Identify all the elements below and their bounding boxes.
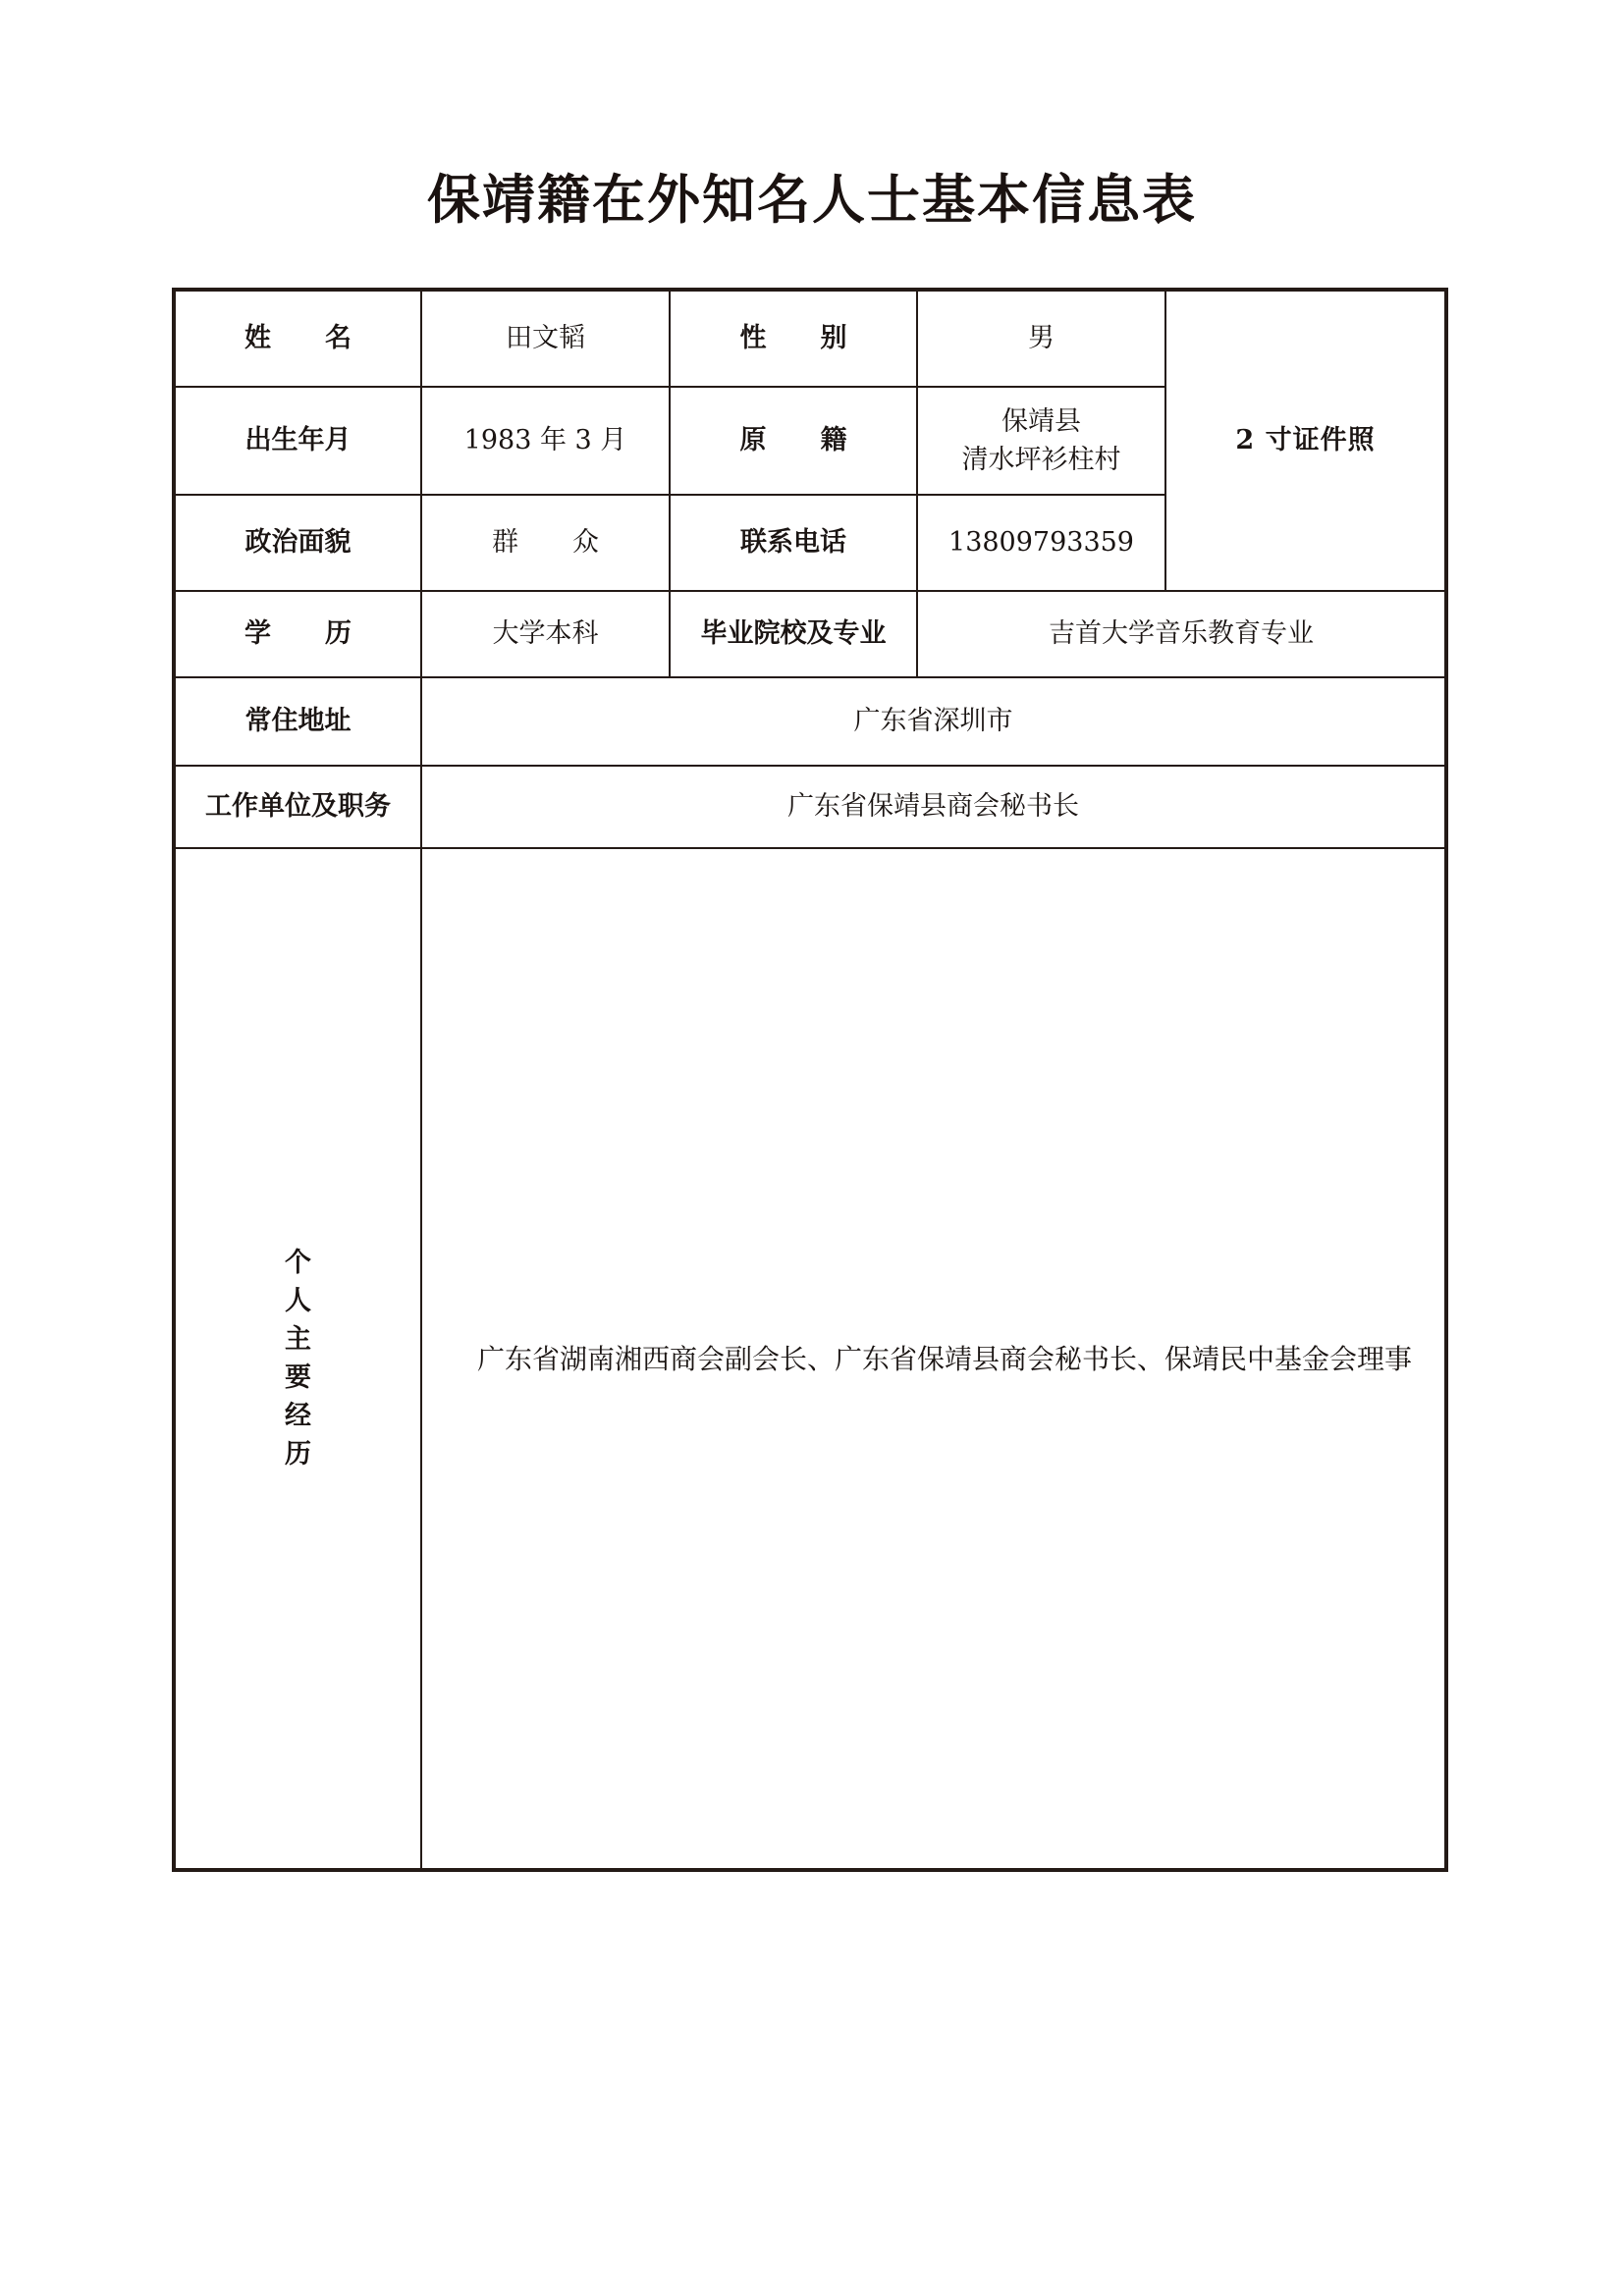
field-value-birth-date: 1983 年 3 月 xyxy=(421,387,670,495)
table-row xyxy=(174,848,1446,1870)
field-label-name: 姓 名 xyxy=(174,290,421,387)
field-value-employer-position: 广东省保靖县商会秘书长 xyxy=(421,766,1446,848)
photo-placeholder-cell: 2 寸证件照 xyxy=(1165,290,1446,591)
field-label-education: 学 历 xyxy=(174,591,421,677)
experience-label-char: 历 xyxy=(285,1439,311,1470)
page-title: 保靖籍在外知名人士基本信息表 xyxy=(427,168,1197,231)
field-value-residence: 广东省深圳市 xyxy=(421,677,1446,766)
field-label-phone: 联系电话 xyxy=(670,495,917,591)
experience-label-char: 要 xyxy=(285,1362,311,1393)
origin-line-2: 清水坪衫柱村 xyxy=(961,445,1121,475)
table-row xyxy=(174,591,1446,677)
field-value-political-status: 群 众 xyxy=(421,495,670,591)
field-value-name: 田文韬 xyxy=(421,290,670,387)
field-value-experience-cell xyxy=(421,848,1446,1870)
personal-info-table xyxy=(172,288,1448,1872)
experience-label-char: 经 xyxy=(285,1401,311,1432)
experience-label-char: 个 xyxy=(285,1247,311,1278)
field-label-school-major: 毕业院校及专业 xyxy=(670,591,917,677)
field-label-gender: 性 别 xyxy=(670,290,917,387)
field-label-political-status: 政治面貌 xyxy=(174,495,421,591)
table-row xyxy=(174,766,1446,848)
field-label-experience xyxy=(174,848,421,1870)
experience-label-char: 人 xyxy=(285,1285,311,1316)
table-row xyxy=(174,677,1446,766)
field-value-origin xyxy=(917,387,1165,495)
table-row xyxy=(174,290,1446,387)
origin-line-1: 保靖县 xyxy=(1001,405,1081,437)
field-value-phone: 13809793359 xyxy=(917,495,1165,591)
field-label-residence: 常住地址 xyxy=(174,677,421,766)
field-value-education: 大学本科 xyxy=(421,591,670,677)
experience-text: 广东省湖南湘西商会副会长、广东省保靖县商会秘书长、保靖民中基金会理事 xyxy=(477,1342,1413,1375)
field-label-origin: 原 籍 xyxy=(670,387,917,495)
field-value-gender: 男 xyxy=(917,290,1165,387)
field-label-birth-date: 出生年月 xyxy=(174,387,421,495)
field-value-school-major: 吉首大学音乐教育专业 xyxy=(917,591,1446,677)
experience-label-char: 主 xyxy=(285,1323,311,1355)
field-label-employer-position: 工作单位及职务 xyxy=(174,766,421,848)
